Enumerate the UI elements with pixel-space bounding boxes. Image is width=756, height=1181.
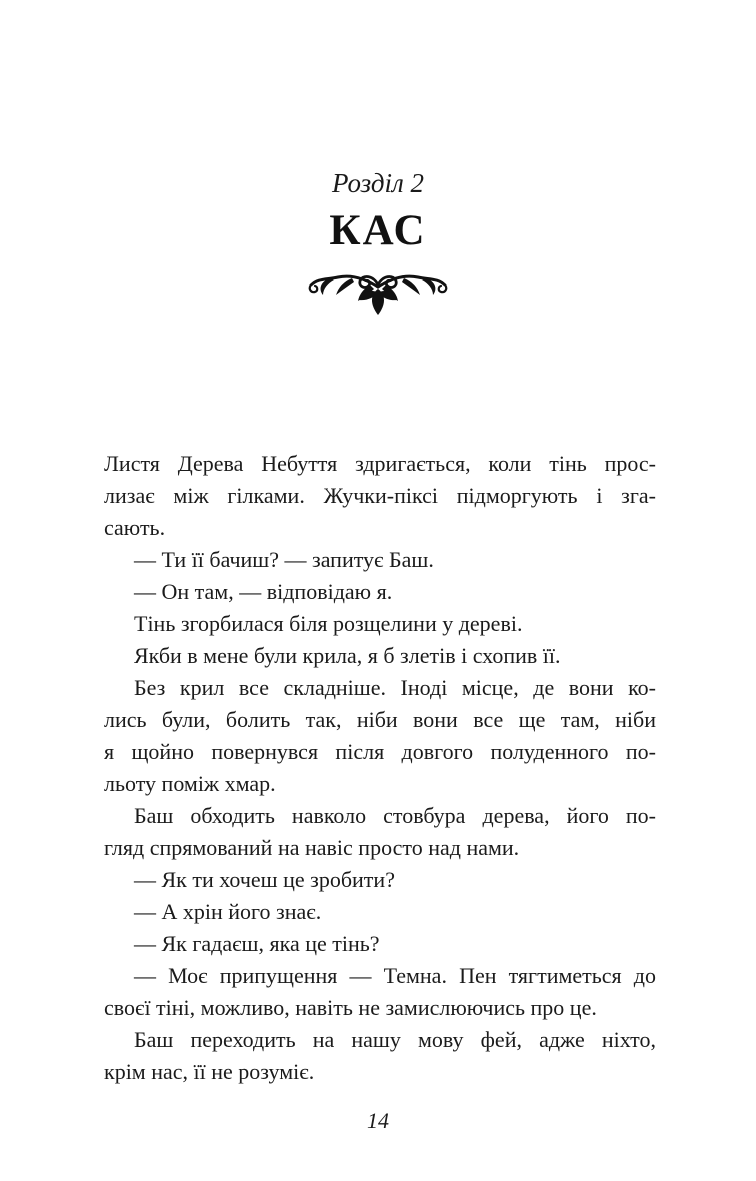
text-line: — Он там, — відповідаю я. [134, 579, 393, 604]
chapter-title: КАС [329, 207, 427, 254]
text-line: — Ти її бачиш? — запитує Баш. [134, 547, 434, 572]
text-line: Тінь згорбилася біля розщелини у дереві. [134, 611, 523, 636]
floral-flourish-icon [308, 265, 448, 318]
text-line: сають. [104, 515, 166, 540]
chapter-label: Розділ 2 [331, 168, 425, 198]
body-text [104, 448, 656, 1088]
text-line: Листя Дерева Небуття здригається, коли тінь прос- [104, 451, 656, 476]
text-line: лизає між гілками. Жучки-піксі підморгують і зга- [104, 483, 656, 508]
text-line: Без крил все складніше. Іноді місце, де вони ко- [134, 675, 656, 700]
text-line: Баш переходить на нашу мову фей, адже ніхто, [134, 1027, 656, 1052]
text-line: крім нас, її не розуміє. [104, 1059, 315, 1084]
text-line: лись були, болить так, ніби вони все ще там, ніби [104, 707, 656, 732]
text-line: — А хрін його знає. [134, 899, 322, 924]
text-line: — Як ти хочеш це зробити? [134, 867, 395, 892]
page-number: 14 [367, 1108, 389, 1133]
text-line: Баш обходить навколо стовбура дерева, його по- [134, 803, 656, 828]
text-line: льоту поміж хмар. [104, 771, 276, 796]
text-line: своєї тіні, можливо, навіть не замислюючись про це. [104, 995, 597, 1020]
text-line: — Моє припущення — Темна. Пен тягтиметься до [134, 963, 656, 988]
text-line: Якби в мене були крила, я б злетів і схопив її. [134, 643, 561, 668]
text-line: — Як гадаєш, яка це тінь? [134, 931, 380, 956]
text-line: гляд спрямований на навіс просто над нами. [104, 835, 520, 860]
text-line: я щойно повернувся після довгого полуденного по- [104, 739, 656, 764]
